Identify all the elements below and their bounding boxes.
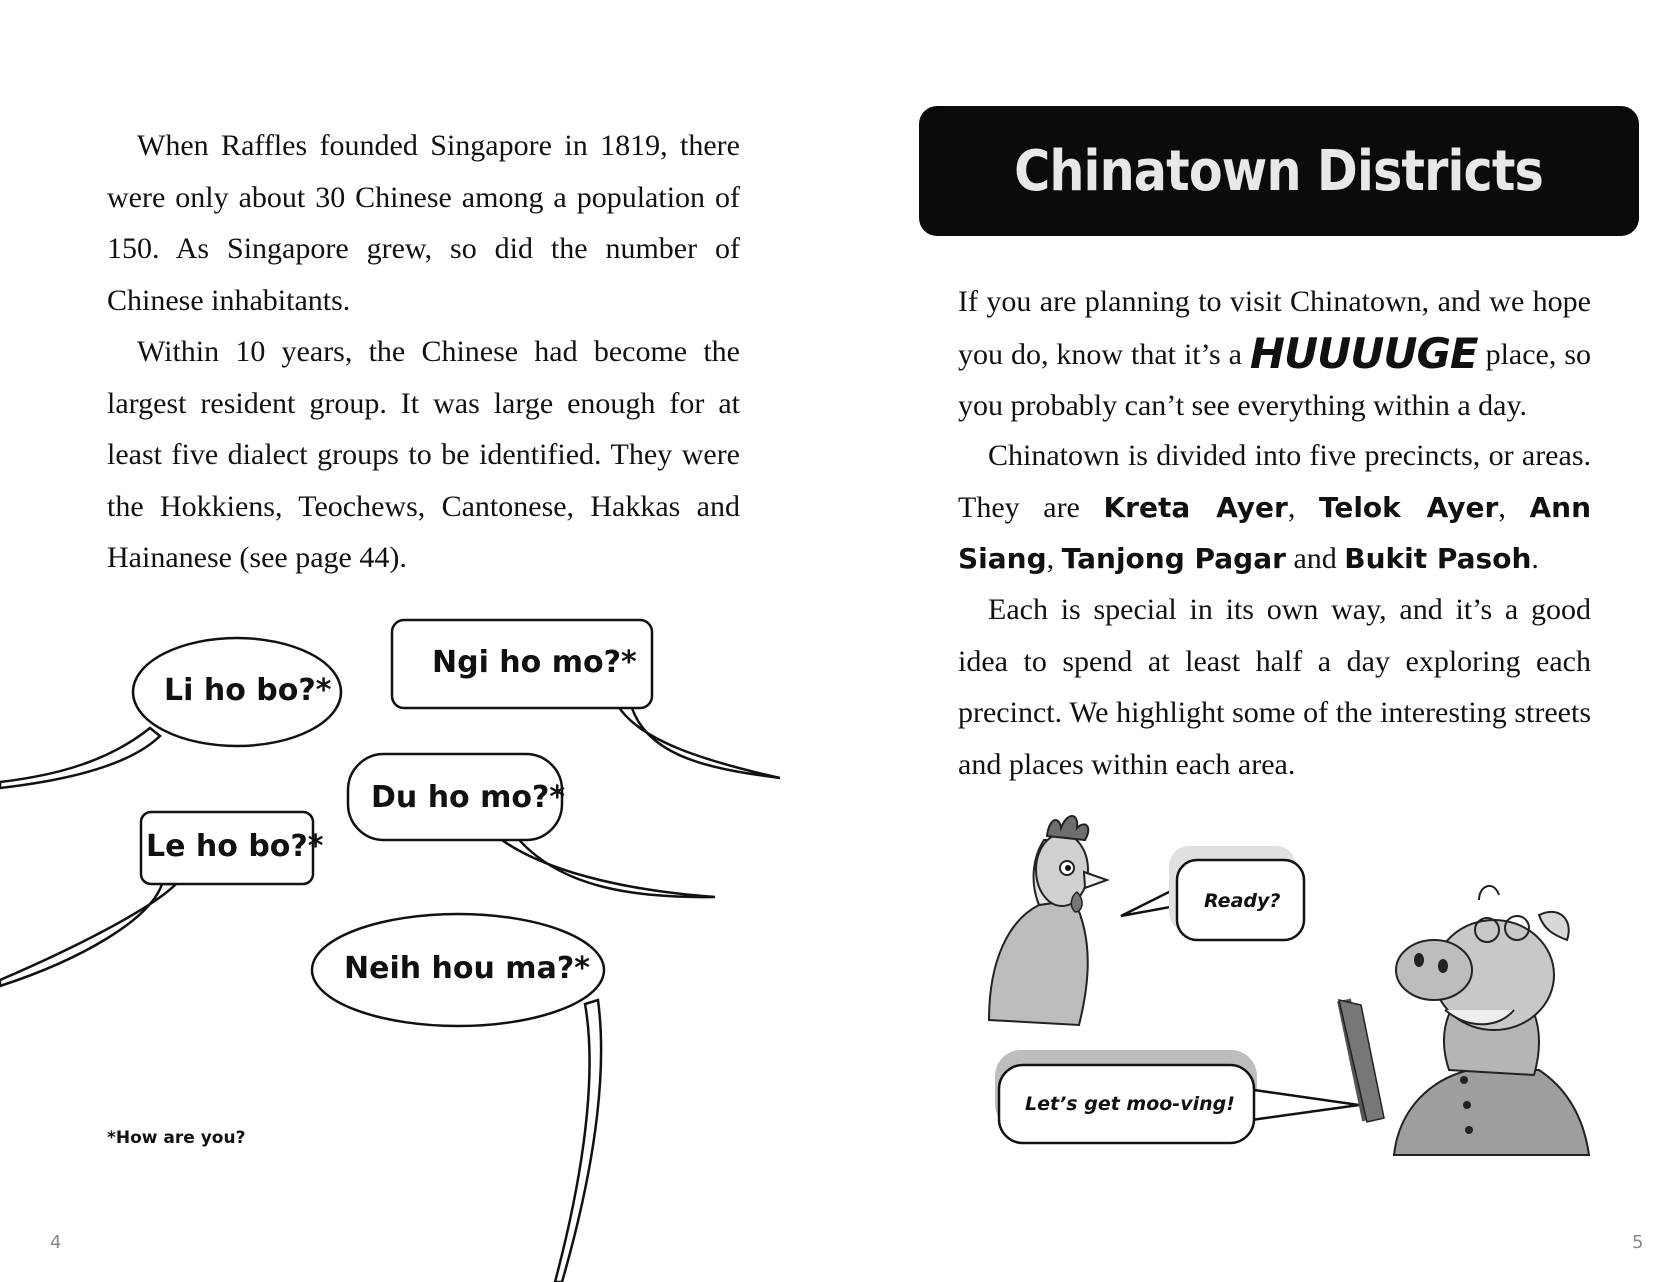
- bubble-tail-du-ho-mo: [495, 835, 715, 897]
- paragraph-raffles: When Raffles founded Singapore in 1819, there were only about 30 Chinese among a population of 150. As Singapore grew, so did the number of Chinese inhabitants.: [107, 129, 740, 317]
- rooster-ox-illustration: [839, 0, 1678, 1282]
- and-word: and: [1293, 542, 1337, 575]
- bubble-tail-le-ho-bo: [0, 884, 176, 986]
- bubble-tail-ngi-ho-mo: [618, 706, 780, 778]
- bubble-text-cantonese: Neih hou ma?*: [344, 951, 590, 986]
- speech-text-ready: Ready?: [1204, 890, 1281, 912]
- bubble-tail-neih-hou-ma: [555, 1000, 601, 1282]
- paragraph-dialect-groups: Within 10 years, the Chinese had become the largest resident group. It was large enough for at least five dialect groups to be identified. They were the Hokkiens, Teochews, Cantonese, Hakkas and Hainanese (see page 44).: [107, 335, 740, 574]
- rooster-illustration: [989, 816, 1107, 1025]
- bubble-text-hakka: Ngi ho mo?*: [432, 645, 637, 680]
- section-title: Chinatown Districts: [1014, 138, 1544, 204]
- para2-intro: Chinatown is divided into five precincts, or areas. They are: [958, 439, 1591, 524]
- page-number-left: 4: [50, 1232, 62, 1253]
- precinct-bukit-pasoh: Bukit Pasoh: [1344, 542, 1532, 575]
- speech-bubble-tail-moo: [1251, 1090, 1359, 1120]
- speech-text-moo-ving: Let’s get moo-ving!: [1025, 1093, 1235, 1115]
- ox-illustration: [1339, 886, 1589, 1155]
- para1-after: place, so you probably can’t see everything within a day.: [958, 337, 1592, 422]
- bubble-tail-li-ho-bo: [0, 728, 160, 788]
- footnote: *How are you?: [107, 1128, 246, 1148]
- bubble-text-hainanese: Du ho mo?*: [371, 780, 566, 815]
- precinct-kreta-ayer: Kreta Ayer: [1103, 490, 1288, 524]
- precinct-tanjong-pagar: Tanjong Pagar: [1061, 542, 1286, 575]
- precinct-telok-ayer: Telok Ayer: [1318, 490, 1499, 524]
- page-number-right: 5: [1632, 1232, 1644, 1253]
- para2-end: .: [1531, 542, 1539, 575]
- bubble-text-teochew: Le ho bo?*: [146, 829, 324, 864]
- right-page: [839, 0, 1678, 1282]
- huuuuge-emphasis: HUUUUGE: [1249, 328, 1478, 378]
- separator: ,: [1046, 542, 1055, 575]
- separator: ,: [1498, 490, 1506, 524]
- bubble-text-hokkien: Li ho bo?*: [164, 673, 332, 708]
- para1-before: If you are planning to visit Chinatown, and we hope you do, know that it’s a: [958, 285, 1591, 371]
- precinct-ann-siang: Ann Siang: [958, 490, 1592, 575]
- separator: ,: [1287, 490, 1296, 524]
- paragraph-explore-precincts: Each is special in its own way, and it’s a good idea to spend at least half a day exploring each precinct. We highlight some of the interesting streets and places within each area.: [958, 593, 1591, 781]
